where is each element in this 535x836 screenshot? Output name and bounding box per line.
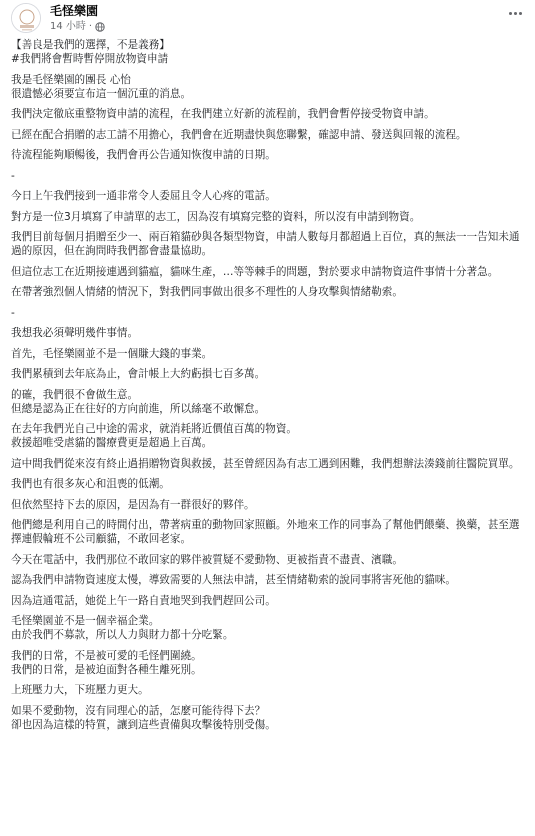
post-text-line: 很遺憾必須要宣布這一個沉重的消息。 <box>11 87 192 100</box>
post-time[interactable]: 14 小時 <box>50 21 86 32</box>
post-paragraph <box>11 683 525 697</box>
post-text-line: 待流程能夠順暢後，我們會再公告通知恢復申請的日期。 <box>11 149 276 161</box>
post-text-line: 由於我們不募款，所以人力與財力都十分吃緊。 <box>11 629 234 641</box>
post-paragraph <box>11 230 525 258</box>
post-text-line: 毛怪樂園並不是一個幸福企業。 <box>11 615 160 627</box>
post-paragraph <box>11 265 525 279</box>
post-paragraph <box>11 210 525 224</box>
post-text-line: 但依然堅持下去的原因，是因為有一群很好的夥伴。 <box>11 498 255 511</box>
post-text-line: 我們也有很多灰心和沮喪的低潮。 <box>11 478 170 490</box>
post-text-line: 我們目前每個月捐贈至少一、兩百箱貓砂與各類型物資，申請人數每月都超過上百位，真的無法一一告知未通過的原因，但在詢問時我們都會盡量協助。 <box>11 231 520 257</box>
more-dot <box>519 12 522 15</box>
post-text-line: 我們決定徹底重整物資申請的流程，在我們建立好新的流程前，我們會暫停接受物資申請。 <box>11 108 435 120</box>
post-paragraph <box>11 326 525 340</box>
more-horizontal-icon <box>509 12 512 15</box>
post-paragraph <box>11 704 525 732</box>
maoguai-logo-icon <box>12 4 41 33</box>
page-avatar[interactable] <box>11 3 41 33</box>
post-text-line: 我是毛怪樂園的團長 心怡 <box>11 73 131 86</box>
post-paragraph <box>11 498 525 512</box>
post-text-line: 的確，我們很不會做生意。 <box>11 388 139 401</box>
post-paragraph <box>11 73 525 101</box>
post-text-line: #我們將會暫時暫停開放物資申請 <box>11 53 169 65</box>
post-paragraph <box>11 189 525 203</box>
post-paragraph <box>11 573 525 587</box>
post-paragraph <box>11 457 525 471</box>
post-paragraph <box>11 306 525 320</box>
post-text-line: 對方是一位3月填寫了申請單的志工，因為沒有填寫完整的資料，所以沒有申請到物資。 <box>11 210 421 223</box>
post-header <box>0 0 535 38</box>
meta-separator: · <box>88 21 93 32</box>
post-text-line: 卻也因為這樣的特質，讓到這些責備與攻擊後特別受傷。 <box>11 718 276 731</box>
more-dot <box>514 12 517 15</box>
post-text-line: 在帶著強烈個人情緒的情況下，對我們同事做出很多不理性的人身攻擊與情緒勒索。 <box>11 286 403 298</box>
more-options-button[interactable] <box>505 4 525 22</box>
post-text-line: 上班壓力大，下班壓力更大。 <box>11 684 149 696</box>
page-name[interactable]: 毛怪樂園 <box>50 4 99 18</box>
post-text-line: 今日上午我們接到一通非常令人委屈且令人心疼的電話。 <box>11 190 276 202</box>
post-paragraph <box>11 38 525 66</box>
post-body <box>0 38 535 732</box>
post-paragraph <box>11 422 525 450</box>
post-paragraph <box>11 518 525 546</box>
post-text-line: 已經在配合捐贈的志工請不用擔心，我們會在近期盡快與您聯繫，確認申請、發送與回報的流程。 <box>11 128 467 141</box>
post-text-line: 如果不愛動物，沒有同理心的話，怎麼可能待得下去？ <box>11 704 266 717</box>
post-paragraph <box>11 553 525 567</box>
post-text-line: 這中間我們從來沒有終止過捐贈物資與救援，甚至曾經因為有志工遇到困難，我們想辦法湊錢前往醫院買單。 <box>11 457 520 470</box>
post-paragraph <box>11 388 525 416</box>
post-text-line: 【善良是我們的選擇，不是義務】 <box>11 39 170 51</box>
post-text-line: 因為這通電話，她從上午一路自責地哭到我們趕回公司。 <box>11 594 276 607</box>
post-paragraph <box>11 347 525 361</box>
post-text-line: - <box>11 169 15 182</box>
post-text-line: 但這位志工在近期接連遇到貓瘟，貓咪生產，…等等棘手的問題，對於要求申請物資這件事情十分著急。 <box>11 265 499 278</box>
post-text-line: 首先，毛怪樂園並不是一個賺大錢的事業。 <box>11 347 213 360</box>
post-text-line: 我們的日常，是被迫面對各種生離死別。 <box>11 663 202 676</box>
post-paragraph <box>11 367 525 381</box>
post-paragraph <box>11 477 525 491</box>
post-text-line: 我想我必須聲明幾件事情。 <box>11 327 139 339</box>
post-text-line: 我們累積到去年底為止，會計帳上大約虧損七百多萬。 <box>11 368 266 380</box>
post-paragraph <box>11 169 525 183</box>
post-text-line: 我們的日常，不是被可愛的毛怪們圍繞。 <box>11 649 202 662</box>
post-text-line: 今天在電話中，我們那位不敢回家的夥伴被質疑不愛動物、更被指責不盡責、濱職。 <box>11 553 403 566</box>
post-paragraph <box>11 148 525 162</box>
post-text-line: 在去年我們光自己中途的需求，就消耗將近價值百萬的物資。 <box>11 423 298 435</box>
post-text-line: 他們總是利用自己的時間付出，帶著病重的動物回家照顧。外地來工作的同事為了幫他們餵藥、換藥，甚至選擇連假輪班不公司顧貓，不敢回老家。 <box>11 519 520 545</box>
post-text-line: - <box>11 306 15 319</box>
post-meta <box>50 21 105 33</box>
post-paragraph <box>11 128 525 142</box>
post-text-line: 救援超唯受虐貓的醫療費更是超過上百萬。 <box>11 437 213 449</box>
post-paragraph <box>11 649 525 677</box>
post-paragraph <box>11 614 525 642</box>
post-paragraph <box>11 594 525 608</box>
post-paragraph <box>11 107 525 121</box>
post-text-line: 認為我們申請物資速度太慢，導致需要的人無法申請，甚至情緒勒索的說同事將害死他的貓咪。 <box>11 574 456 586</box>
post-text-line: 但總是認為正在往好的方向前進，所以絲毫不敢懈怠。 <box>11 402 266 415</box>
post-paragraph <box>11 285 525 299</box>
globe-icon <box>95 22 105 32</box>
